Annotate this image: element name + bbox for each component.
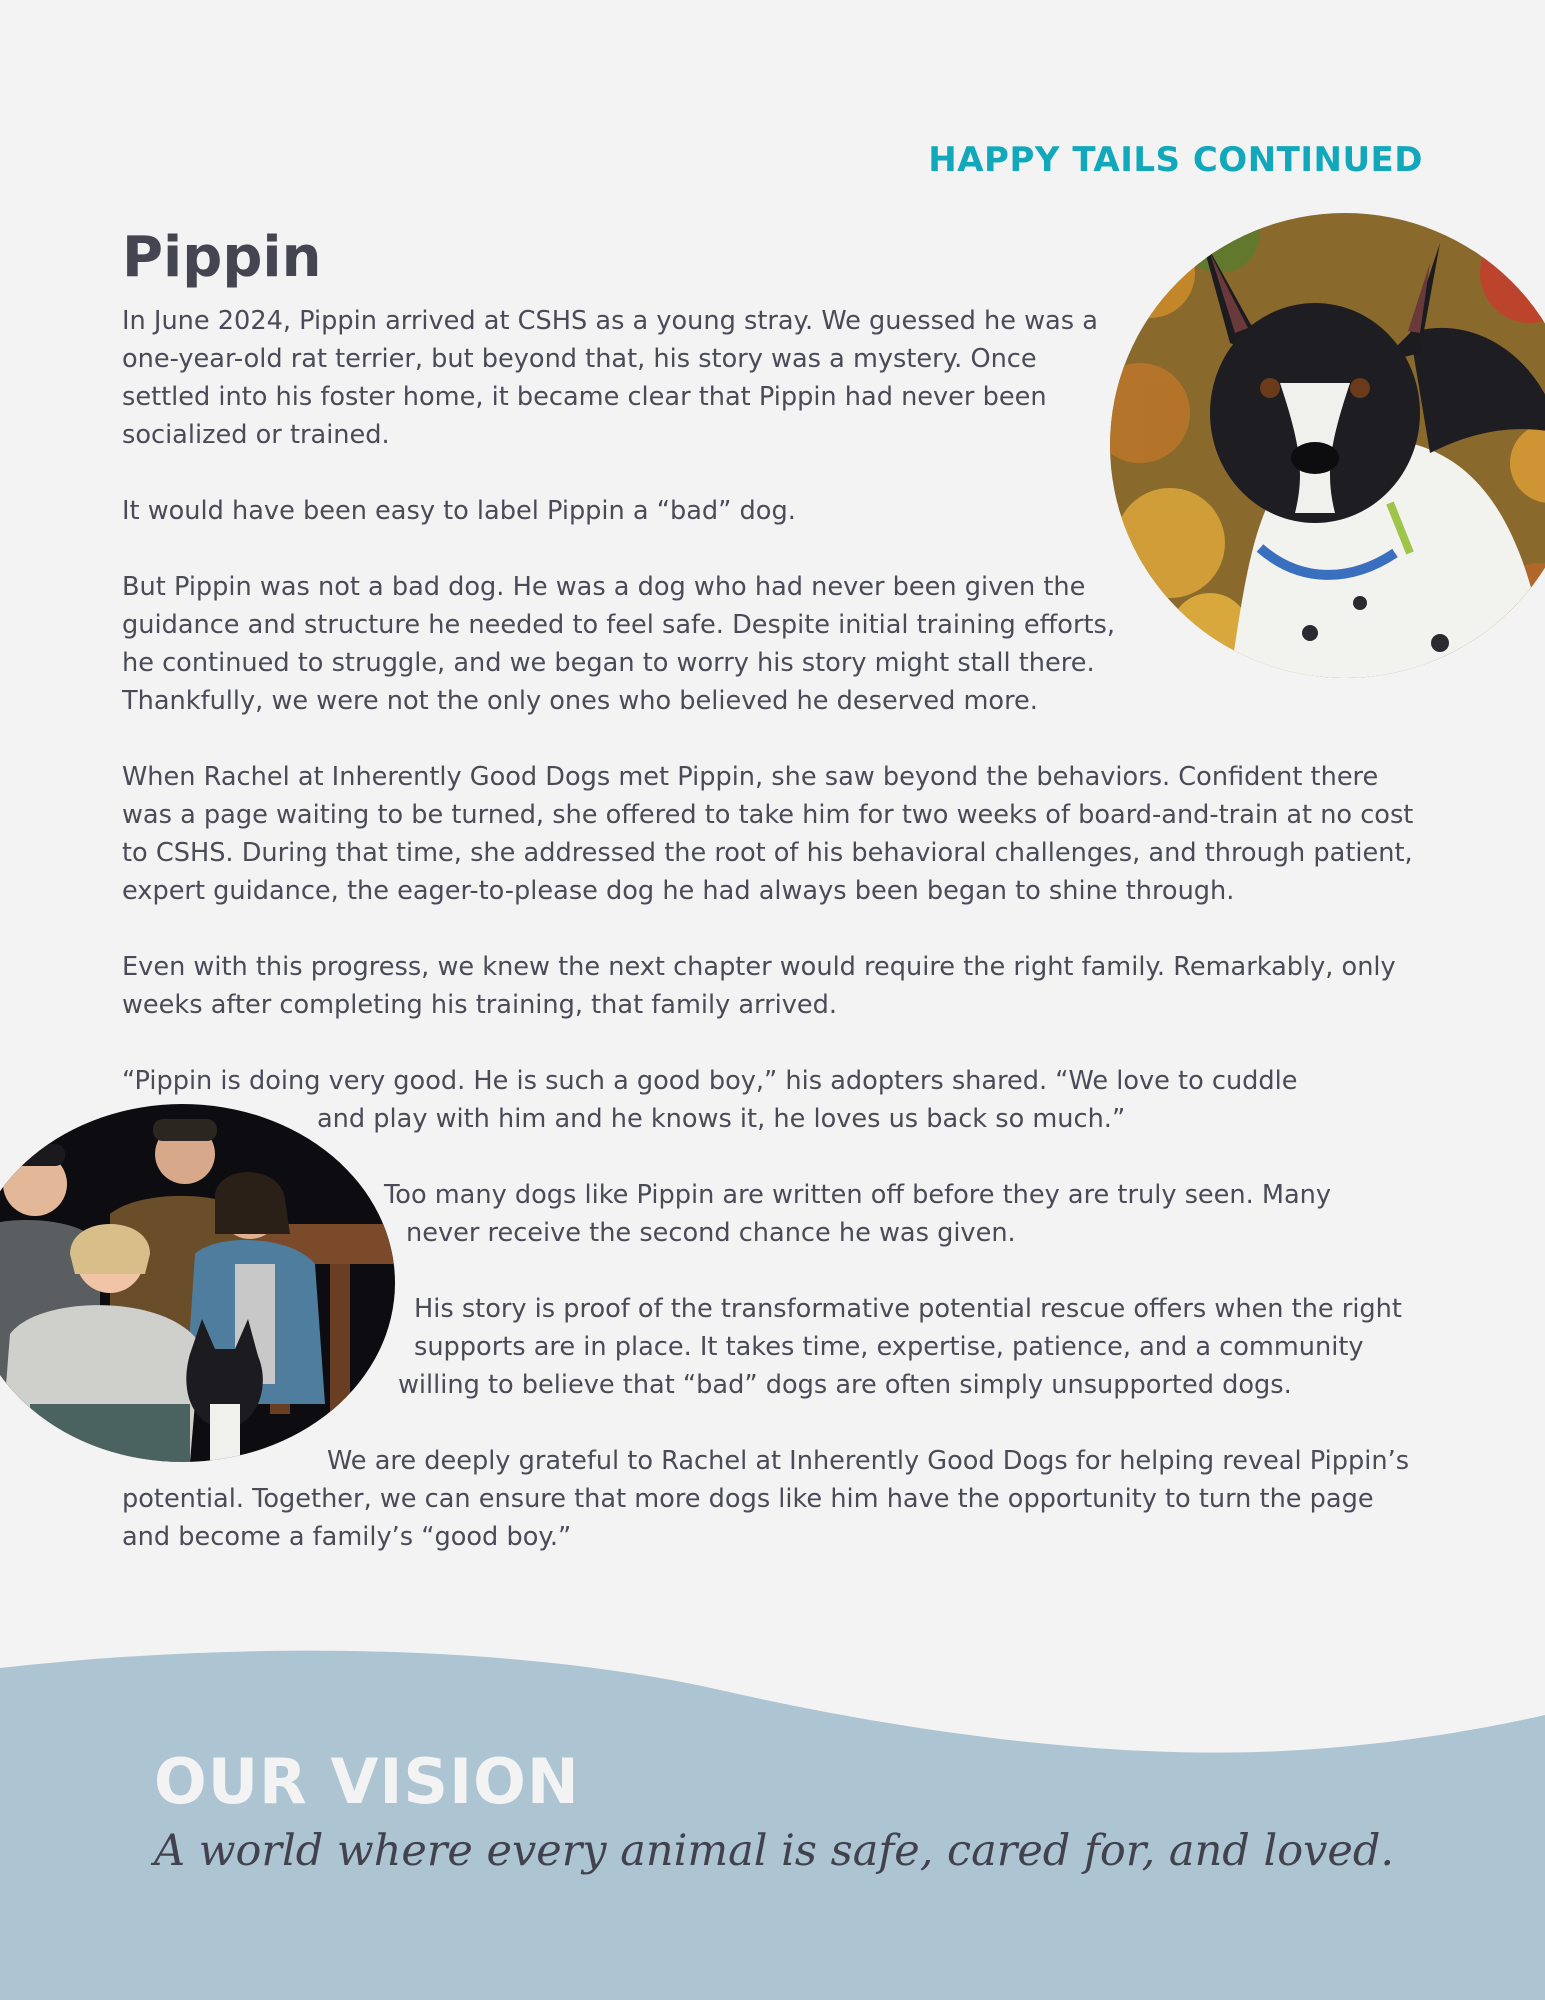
story-paragraph-adopter-quote <box>122 1062 1422 1138</box>
pet-name-heading: Pippin <box>122 225 322 290</box>
story-paragraph-training: When Rachel at Inherently Good Dogs met Pippin, she saw beyond the behaviors. Confident there was a page waiting to be turned, she offered to take him for two weeks of board-and-train at no cost to CSHS. During that time, she addressed the root of his behavioral challenges, and through patient, expert guidance, the eager-to-please dog he had always been began to shine through. <box>122 762 1414 906</box>
vision-title: OUR VISION <box>154 1745 580 1818</box>
written-off-line-2: never receive the second chance he was given. <box>406 1218 1016 1248</box>
proof-line-1: His story is proof of the transformative potential rescue offers when the right <box>414 1294 1402 1324</box>
story-body <box>122 302 1422 1556</box>
quote-line-2: and play with him and he knows it, he loves us back so much.” <box>317 1104 1126 1134</box>
story-paragraph-proof <box>122 1290 1422 1404</box>
vision-wave-band <box>0 1650 1545 2000</box>
vision-statement: A world where every animal is safe, cared for, and loved. <box>154 1826 1395 1876</box>
gratitude-line-1: We are deeply grateful to Rachel at Inherently Good Dogs for helping reveal Pippin’s <box>327 1446 1410 1476</box>
proof-line-3: willing to believe that “bad” dogs are often simply unsupported dogs. <box>398 1370 1292 1400</box>
story-paragraph-arrival: In June 2024, Pippin arrived at CSHS as a young stray. We guessed he was a one-year-old rat terrier, but beyond that, his story was a mystery. Once settled into his foster home, it became clear that Pippin had never been socialized or trained. <box>122 306 1098 450</box>
quote-line-1: “Pippin is doing very good. He is such a good boy,” his adopters shared. “We love to cuddle <box>122 1066 1298 1096</box>
written-off-line-1: Too many dogs like Pippin are written off before they are truly seen. Many <box>384 1180 1332 1210</box>
section-label: HAPPY TAILS CONTINUED <box>928 140 1423 180</box>
proof-line-2: supports are in place. It takes time, expertise, patience, and a community <box>414 1332 1364 1362</box>
story-paragraph-label: It would have been easy to label Pippin a “bad” dog. <box>122 496 796 526</box>
story-paragraph-struggle: But Pippin was not a bad dog. He was a dog who had never been given the guidance and structure he needed to feel safe. Despite initial training efforts, he continued to struggle, and we began to worry his story might stall there. Thankfully, we were not the only ones who believed he deserved more. <box>122 572 1115 716</box>
gratitude-rest: potential. Together, we can ensure that more dogs like him have the opportunity to turn the page and become a family’s “good boy.” <box>122 1484 1374 1552</box>
story-paragraph-family: Even with this progress, we knew the next chapter would require the right family. Remarkably, only weeks after completing his training, that family arrived. <box>122 952 1396 1020</box>
story-paragraph-written-off <box>122 1176 1422 1252</box>
story-paragraph-gratitude <box>122 1442 1422 1556</box>
